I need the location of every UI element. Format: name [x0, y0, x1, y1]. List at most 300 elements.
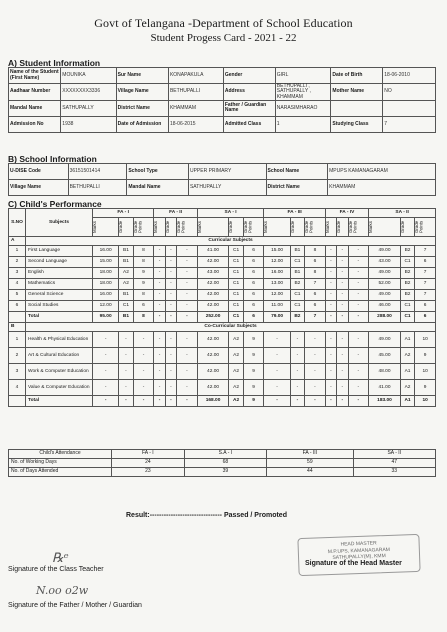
score-cell: -: [305, 364, 326, 380]
subject-row: [9, 380, 436, 396]
score-cell: -: [290, 332, 304, 348]
score-cell: 6: [305, 301, 326, 312]
total-cell: -: [348, 396, 369, 407]
score-cell: -: [337, 380, 348, 396]
score-cell: -: [325, 348, 336, 364]
score-cell: 9: [415, 380, 436, 396]
score-cell: -: [119, 348, 133, 364]
total-cell: -: [165, 396, 176, 407]
score-cell: -: [165, 290, 176, 301]
student-info-row: [9, 84, 436, 101]
field-label: U-DISE Code: [9, 164, 69, 180]
score-cell: 12.00: [93, 301, 119, 312]
sub-header: Grade Points: [176, 220, 186, 234]
subject-row: [9, 364, 436, 380]
score-cell: -: [165, 246, 176, 257]
subject-no: 4: [9, 279, 26, 290]
score-cell: 42.00: [197, 348, 229, 364]
total-label: Total: [26, 312, 93, 323]
exam-header: FA - I: [93, 209, 154, 218]
exam-header: FA - III: [264, 209, 325, 218]
score-cell: C1: [229, 257, 243, 268]
subject-name: First Language: [26, 246, 93, 257]
score-cell: 8: [133, 257, 154, 268]
group-title: Curricular Subjects: [26, 237, 436, 246]
total-cell: -: [165, 312, 176, 323]
total-cell: -: [154, 396, 165, 407]
subject-name: Mathematics: [26, 279, 93, 290]
field-value: GIRL: [275, 68, 331, 84]
group-label: A: [9, 237, 26, 246]
score-cell: -: [325, 268, 336, 279]
score-cell: 45.00: [369, 348, 401, 364]
score-cell: 9: [243, 332, 264, 348]
field-value: NO: [383, 84, 436, 101]
score-cell: -: [154, 290, 165, 301]
field-value: BETHUPALLI: [68, 180, 127, 196]
field-value: SATHUPALLY: [61, 100, 116, 116]
exam-header: FA - IV: [325, 209, 368, 218]
total-cell: 288.00: [369, 312, 401, 323]
score-cell: 8: [133, 246, 154, 257]
attendance-label: No. of Days Attended: [9, 468, 112, 477]
school-info-row: [9, 164, 436, 180]
score-cell: 9: [415, 348, 436, 364]
total-cell: -: [337, 312, 348, 323]
subject-name: English: [26, 268, 93, 279]
score-cell: B2: [400, 279, 414, 290]
score-cell: 8: [305, 246, 326, 257]
attendance-header-cell: SA - II: [353, 450, 435, 459]
score-cell: -: [165, 364, 176, 380]
attendance-header-cell: FA - I: [112, 450, 185, 459]
score-cell: B1: [119, 257, 133, 268]
score-cell: -: [325, 257, 336, 268]
sub-header: Marks: [324, 221, 330, 233]
score-cell: B2: [290, 279, 304, 290]
score-cell: 6: [305, 290, 326, 301]
group-title: Co-Curricular Subjects: [26, 323, 436, 332]
attendance-row: [9, 468, 436, 477]
score-cell: C1: [290, 290, 304, 301]
sub-header: Marks: [368, 221, 374, 233]
field-label: Studying Class: [331, 116, 383, 132]
sub-header: Grade: [336, 220, 342, 234]
score-cell: -: [165, 257, 176, 268]
head-master-signature: Signature of the Head Master: [305, 560, 402, 567]
score-cell: -: [325, 332, 336, 348]
score-cell: 7: [305, 279, 326, 290]
score-cell: 7: [415, 279, 436, 290]
score-cell: -: [325, 246, 336, 257]
student-section-title: A) Student Information: [8, 58, 101, 68]
score-cell: 49.00: [369, 290, 401, 301]
score-cell: 11.00: [264, 301, 290, 312]
score-cell: -: [154, 279, 165, 290]
attendance-cell: 44: [267, 468, 353, 477]
score-cell: 6: [243, 301, 264, 312]
score-cell: -: [177, 290, 198, 301]
attendance-cell: 39: [184, 468, 266, 477]
total-cell: 6: [415, 312, 436, 323]
total-row: [9, 396, 436, 407]
score-cell: C1: [229, 279, 243, 290]
field-value: 36151501414: [68, 164, 127, 180]
field-label: Father / Guardian Name: [223, 100, 275, 116]
total-cell: 252.00: [197, 312, 229, 323]
score-cell: -: [154, 380, 165, 396]
total-cell: -: [325, 396, 336, 407]
field-label: Mother Name: [331, 84, 383, 101]
score-cell: B2: [400, 290, 414, 301]
score-cell: 42.00: [197, 257, 229, 268]
score-cell: -: [325, 279, 336, 290]
total-cell: A1: [400, 396, 414, 407]
field-value: 18-06-2010: [383, 68, 436, 84]
score-cell: -: [154, 268, 165, 279]
score-cell: 12.00: [264, 290, 290, 301]
attendance-label: No. of Working Days: [9, 459, 112, 468]
score-cell: 42.00: [197, 301, 229, 312]
score-cell: -: [177, 332, 198, 348]
score-cell: -: [348, 268, 369, 279]
attendance-cell: 47: [353, 459, 435, 468]
total-cell: B1: [119, 312, 133, 323]
score-cell: 42.00: [197, 364, 229, 380]
total-cell: C1: [229, 312, 243, 323]
stamp-line-3: SATHUPALLY(M), KMM: [332, 553, 386, 561]
attendance-table: [8, 449, 436, 477]
score-cell: A2: [119, 268, 133, 279]
score-cell: 8: [305, 268, 326, 279]
score-cell: C1: [290, 257, 304, 268]
sub-header: Marks: [263, 221, 269, 233]
score-cell: C1: [229, 301, 243, 312]
score-cell: 16.00: [93, 290, 119, 301]
score-cell: -: [337, 246, 348, 257]
score-cell: -: [264, 332, 290, 348]
score-cell: -: [177, 380, 198, 396]
field-value: KONAPAKULA: [168, 68, 223, 84]
score-cell: 43.00: [369, 257, 401, 268]
field-label: Date of Birth: [331, 68, 383, 84]
student-info-row: [9, 68, 436, 84]
total-cell: -: [290, 396, 304, 407]
result-line: [126, 512, 287, 519]
subject-no: 3: [9, 268, 26, 279]
field-value: 1: [275, 116, 331, 132]
field-label: School Type: [127, 164, 189, 180]
teacher-signature-mark: ℞ᵉ: [52, 551, 69, 566]
score-cell: A2: [229, 364, 243, 380]
total-cell: 9: [243, 396, 264, 407]
score-cell: -: [290, 364, 304, 380]
score-cell: 52.00: [369, 279, 401, 290]
subject-name: Health & Physical Education: [26, 332, 93, 348]
total-cell: 8: [133, 312, 154, 323]
field-value: NARASIMHARAO: [275, 100, 331, 116]
score-cell: 9: [243, 380, 264, 396]
field-value: MPUPS KAMANAGARAM: [328, 164, 436, 180]
score-cell: 41.00: [197, 246, 229, 257]
exam-header: FA - II: [154, 209, 197, 218]
score-cell: 12.00: [264, 257, 290, 268]
sub-header: Grade Points: [304, 220, 314, 234]
score-cell: 7: [415, 290, 436, 301]
score-cell: 48.00: [369, 364, 401, 380]
performance-section-title: C) Child's Performance: [8, 199, 102, 209]
sub-header: Grade: [289, 220, 295, 234]
attendance-cell: 23: [112, 468, 185, 477]
score-cell: -: [337, 257, 348, 268]
attendance-header-cell: FA - III: [267, 450, 353, 459]
score-cell: A2: [229, 332, 243, 348]
total-cell: 6: [243, 312, 264, 323]
total-cell: 95.00: [93, 312, 119, 323]
subject-name: General Science: [26, 290, 93, 301]
score-cell: -: [337, 268, 348, 279]
score-cell: -: [348, 380, 369, 396]
score-cell: 8: [133, 290, 154, 301]
score-cell: -: [165, 332, 176, 348]
field-value: 18-06-2015: [168, 116, 223, 132]
field-label: Village Name: [116, 84, 168, 101]
score-cell: -: [305, 348, 326, 364]
score-cell: -: [337, 290, 348, 301]
class-teacher-signature: Signature of the Class Teacher: [8, 566, 104, 573]
field-value: SATHUPALLY: [188, 180, 266, 196]
subject-no: 5: [9, 290, 26, 301]
parent-handwriting: N.oo o2w: [36, 584, 89, 597]
score-cell: 9: [133, 268, 154, 279]
result-label: Result:-------------------------------: [126, 512, 222, 519]
sub-header: Grade: [164, 220, 170, 234]
total-cell: -: [133, 396, 154, 407]
score-cell: A1: [400, 332, 414, 348]
score-cell: A2: [119, 279, 133, 290]
score-cell: 6: [243, 290, 264, 301]
score-cell: -: [154, 246, 165, 257]
score-cell: 6: [243, 279, 264, 290]
score-cell: -: [348, 301, 369, 312]
subject-row: [9, 257, 436, 268]
field-value: KHAMMAM: [168, 100, 223, 116]
field-value: BETHUPALLI , SATHUPALLY , KHAMMAM: [275, 84, 331, 101]
attendance-cell: 24: [112, 459, 185, 468]
score-cell: -: [325, 364, 336, 380]
attendance-cell: 59: [267, 459, 353, 468]
score-cell: 6: [243, 257, 264, 268]
total-cell: A2: [229, 396, 243, 407]
total-cell: 79.00: [264, 312, 290, 323]
score-cell: -: [177, 348, 198, 364]
score-cell: A2: [229, 380, 243, 396]
score-cell: -: [348, 279, 369, 290]
subject-row: [9, 279, 436, 290]
total-cell: -: [264, 396, 290, 407]
score-cell: -: [93, 348, 119, 364]
field-value: 1938: [61, 116, 116, 132]
field-label: Address: [223, 84, 275, 101]
score-cell: C1: [400, 301, 414, 312]
page-subtitle: Student Progess Card - 2021 - 22: [150, 32, 297, 44]
field-label: Aadhaar Number: [9, 84, 61, 101]
subject-no: 2: [9, 257, 26, 268]
score-cell: B1: [290, 246, 304, 257]
sub-header: Grade: [228, 220, 234, 234]
score-cell: C1: [229, 268, 243, 279]
score-cell: -: [165, 268, 176, 279]
score-cell: 7: [415, 246, 436, 257]
score-cell: 16.00: [93, 246, 119, 257]
col-subjects: Subjects: [26, 209, 93, 237]
score-cell: -: [133, 348, 154, 364]
total-cell: -: [119, 396, 133, 407]
attendance-header-cell: Child's Attendance: [9, 450, 112, 459]
score-cell: -: [154, 348, 165, 364]
score-cell: A2: [400, 380, 414, 396]
field-value: BETHUPALLI: [168, 84, 223, 101]
score-cell: -: [177, 268, 198, 279]
school-info-table: [8, 163, 436, 196]
total-row: [9, 312, 436, 323]
score-cell: -: [119, 380, 133, 396]
score-cell: B1: [119, 246, 133, 257]
sub-header: Marks: [153, 221, 159, 233]
total-cell: -: [93, 396, 119, 407]
field-label: Gender: [223, 68, 275, 84]
score-cell: 42.00: [197, 332, 229, 348]
score-cell: 15.00: [93, 257, 119, 268]
sub-header: Grade Points: [132, 220, 143, 234]
score-cell: -: [337, 279, 348, 290]
subject-row: [9, 246, 436, 257]
score-cell: -: [325, 380, 336, 396]
score-cell: 6: [415, 257, 436, 268]
score-cell: 6: [243, 246, 264, 257]
exam-header: SA - I: [197, 209, 264, 218]
field-value: MOUNIKA: [61, 68, 116, 84]
score-cell: -: [133, 380, 154, 396]
total-cell: C1: [400, 312, 414, 323]
score-cell: -: [305, 380, 326, 396]
field-value: [383, 100, 436, 116]
field-label: Admission No: [9, 116, 61, 132]
field-label: Name of the Student (First Name): [9, 68, 61, 84]
sub-header: Marks: [92, 221, 97, 233]
attendance-row: [9, 459, 436, 468]
score-cell: -: [93, 364, 119, 380]
total-cell: B2: [290, 312, 304, 323]
score-cell: B1: [119, 290, 133, 301]
score-cell: -: [177, 246, 198, 257]
score-cell: 49.00: [369, 246, 401, 257]
field-label: Village Name: [9, 180, 69, 196]
score-cell: -: [177, 279, 198, 290]
student-info-row: [9, 100, 436, 116]
group-band: [9, 323, 436, 332]
subject-row: [9, 290, 436, 301]
score-cell: C1: [119, 301, 133, 312]
subject-row: [9, 332, 436, 348]
attendance-cell: 33: [353, 468, 435, 477]
total-cell: 10: [415, 396, 436, 407]
school-info-row: [9, 180, 436, 196]
score-cell: -: [348, 290, 369, 301]
field-label: Sur Name: [116, 68, 168, 84]
school-stamp: [297, 534, 420, 576]
score-cell: 42.00: [197, 380, 229, 396]
score-cell: -: [119, 332, 133, 348]
subject-no: 1: [9, 246, 26, 257]
score-cell: 46.00: [369, 301, 401, 312]
score-cell: -: [305, 332, 326, 348]
score-cell: -: [348, 332, 369, 348]
sub-header: Grade: [118, 220, 124, 234]
total-cell: -: [348, 312, 369, 323]
score-cell: 6: [305, 257, 326, 268]
subject-name: Value & Computer Education: [26, 380, 93, 396]
score-cell: B2: [400, 268, 414, 279]
subject-no: 1: [9, 332, 26, 348]
score-cell: -: [348, 257, 369, 268]
school-section-title: B) School Information: [8, 154, 97, 164]
score-cell: -: [290, 380, 304, 396]
group-band: [9, 237, 436, 246]
field-value: KHAMMAM: [328, 180, 436, 196]
field-value: UPPER PRIMARY: [188, 164, 266, 180]
field-label: Mandal Name: [9, 100, 61, 116]
score-cell: A1: [400, 364, 414, 380]
total-cell: -: [154, 312, 165, 323]
score-cell: -: [290, 348, 304, 364]
score-cell: 42.00: [197, 290, 229, 301]
score-cell: 9: [243, 348, 264, 364]
subject-no: 4: [9, 380, 26, 396]
sub-header: Grade Points: [242, 220, 253, 234]
score-cell: -: [154, 364, 165, 380]
score-cell: -: [337, 301, 348, 312]
score-cell: 9: [243, 364, 264, 380]
subject-name: Social Studies: [26, 301, 93, 312]
subject-name: Second Language: [26, 257, 93, 268]
score-cell: 6: [243, 268, 264, 279]
score-cell: 49.00: [369, 268, 401, 279]
score-cell: A2: [229, 348, 243, 364]
total-label: Total: [26, 396, 93, 407]
total-cell: -: [337, 396, 348, 407]
total-cell: -: [177, 312, 198, 323]
score-cell: -: [154, 301, 165, 312]
attendance-header-cell: S.A - I: [184, 450, 266, 459]
total-cell: -: [305, 396, 326, 407]
score-cell: -: [177, 364, 198, 380]
subject-no: 6: [9, 301, 26, 312]
sub-header: Grade Points: [347, 220, 358, 234]
total-cell: -: [325, 312, 336, 323]
score-cell: 49.00: [369, 332, 401, 348]
score-cell: 9: [133, 279, 154, 290]
score-cell: -: [93, 380, 119, 396]
stamp-line-2: M.P.UPS, KAMANAGARAM: [327, 546, 391, 555]
score-cell: 10: [415, 332, 436, 348]
field-label: School Name: [266, 164, 328, 180]
score-cell: -: [348, 246, 369, 257]
subject-name: Work & Computer Education: [26, 364, 93, 380]
score-cell: 41.00: [369, 380, 401, 396]
score-cell: B1: [290, 268, 304, 279]
score-cell: 7: [415, 268, 436, 279]
